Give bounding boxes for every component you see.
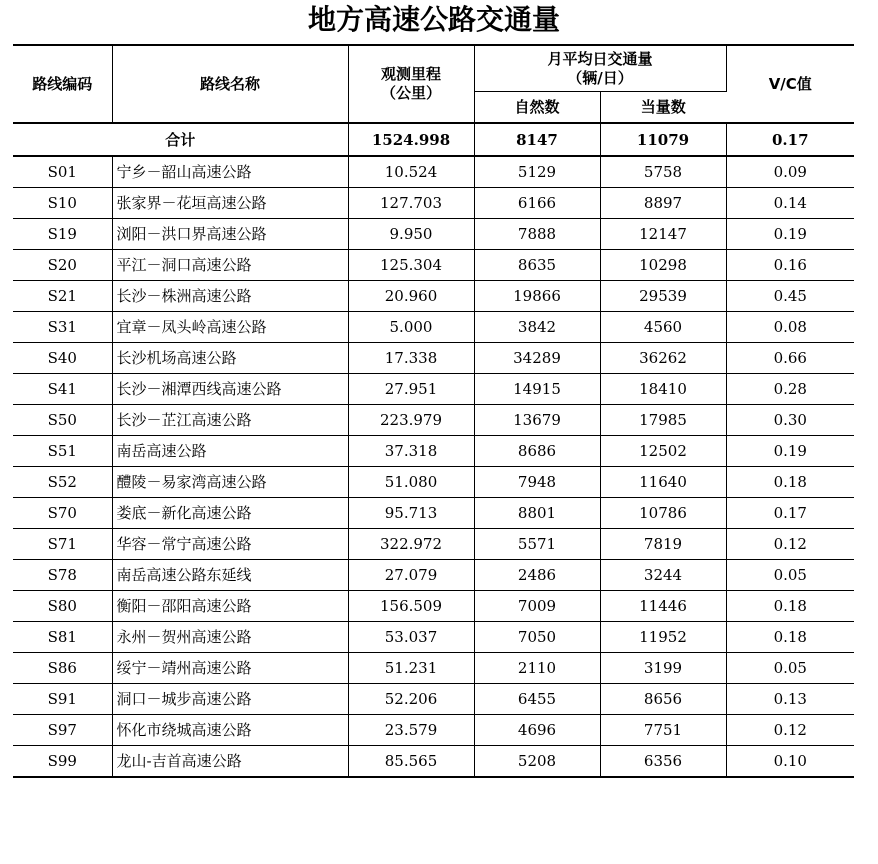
- equivalent-count-cell: 11446: [600, 591, 726, 622]
- vc-ratio-cell: 0.17: [726, 498, 854, 529]
- mileage-cell: 223.979: [348, 405, 474, 436]
- mileage-cell: 85.565: [348, 746, 474, 778]
- route-name-cell: 南岳高速公路: [112, 436, 348, 467]
- natural-count-cell: 5129: [474, 156, 600, 188]
- equivalent-count-cell: 8897: [600, 188, 726, 219]
- route-name-cell: 长沙－株洲高速公路: [112, 281, 348, 312]
- table-body: [13, 123, 854, 777]
- route-code-cell: S71: [13, 529, 112, 560]
- vc-ratio-cell: 0.13: [726, 684, 854, 715]
- route-name-cell: 怀化市绕城高速公路: [112, 715, 348, 746]
- header-natural: 自然数: [474, 92, 600, 124]
- header-traffic-line1: 月平均日交通量: [547, 49, 653, 68]
- route-name-cell: 华容－常宁高速公路: [112, 529, 348, 560]
- natural-count-cell: 34289: [474, 343, 600, 374]
- route-name-cell: 长沙－芷江高速公路: [112, 405, 348, 436]
- table-row: [13, 591, 854, 622]
- table-header: [13, 45, 854, 123]
- equivalent-count-cell: 8656: [600, 684, 726, 715]
- route-name-cell: 宜章－凤头岭高速公路: [112, 312, 348, 343]
- mileage-cell: 27.951: [348, 374, 474, 405]
- natural-count-cell: 8686: [474, 436, 600, 467]
- mileage-cell: 125.304: [348, 250, 474, 281]
- route-code-cell: S99: [13, 746, 112, 778]
- route-name-cell: 龙山-吉首高速公路: [112, 746, 348, 778]
- route-name-cell: 长沙机场高速公路: [112, 343, 348, 374]
- header-vc: V/C值: [726, 45, 854, 123]
- natural-count-cell: 7050: [474, 622, 600, 653]
- vc-ratio-cell: 0.18: [726, 591, 854, 622]
- total-row: [13, 123, 854, 156]
- mileage-cell: 37.318: [348, 436, 474, 467]
- route-name-cell: 永州－贺州高速公路: [112, 622, 348, 653]
- table-row: [13, 281, 854, 312]
- natural-count-cell: 8635: [474, 250, 600, 281]
- route-code-cell: S10: [13, 188, 112, 219]
- route-name-cell: 洞口－城步高速公路: [112, 684, 348, 715]
- header-mileage: [348, 45, 474, 123]
- natural-count-cell: 7948: [474, 467, 600, 498]
- equivalent-count-cell: 5758: [600, 156, 726, 188]
- table-row: [13, 529, 854, 560]
- natural-count-cell: 6455: [474, 684, 600, 715]
- route-name-cell: 浏阳－洪口界高速公路: [112, 219, 348, 250]
- vc-ratio-cell: 0.12: [726, 529, 854, 560]
- route-code-cell: S78: [13, 560, 112, 591]
- natural-count-cell: 3842: [474, 312, 600, 343]
- mileage-cell: 95.713: [348, 498, 474, 529]
- route-code-cell: S40: [13, 343, 112, 374]
- natural-count-cell: 13679: [474, 405, 600, 436]
- vc-ratio-cell: 0.10: [726, 746, 854, 778]
- equivalent-count-cell: 11952: [600, 622, 726, 653]
- total-label: 合计: [13, 123, 348, 156]
- table-row: [13, 219, 854, 250]
- route-code-cell: S21: [13, 281, 112, 312]
- equivalent-count-cell: 36262: [600, 343, 726, 374]
- route-code-cell: S31: [13, 312, 112, 343]
- header-mileage-line1: 观测里程: [380, 65, 441, 83]
- mileage-cell: 127.703: [348, 188, 474, 219]
- table-row: [13, 684, 854, 715]
- vc-ratio-cell: 0.16: [726, 250, 854, 281]
- route-code-cell: S86: [13, 653, 112, 684]
- mileage-cell: 10.524: [348, 156, 474, 188]
- mileage-cell: 27.079: [348, 560, 474, 591]
- equivalent-count-cell: 12147: [600, 219, 726, 250]
- vc-ratio-cell: 0.05: [726, 560, 854, 591]
- vc-ratio-cell: 0.09: [726, 156, 854, 188]
- table-row: [13, 622, 854, 653]
- table-row: [13, 405, 854, 436]
- natural-count-cell: 6166: [474, 188, 600, 219]
- table-row: [13, 188, 854, 219]
- vc-ratio-cell: 0.19: [726, 436, 854, 467]
- mileage-cell: 23.579: [348, 715, 474, 746]
- mileage-cell: 156.509: [348, 591, 474, 622]
- equivalent-count-cell: 7751: [600, 715, 726, 746]
- total-mileage: 1524.998: [348, 123, 474, 156]
- mileage-cell: 51.231: [348, 653, 474, 684]
- vc-ratio-cell: 0.12: [726, 715, 854, 746]
- route-name-cell: 绥宁－靖州高速公路: [112, 653, 348, 684]
- vc-ratio-cell: 0.30: [726, 405, 854, 436]
- vc-ratio-cell: 0.28: [726, 374, 854, 405]
- table-row: [13, 156, 854, 188]
- table-row: [13, 312, 854, 343]
- table-row: [13, 498, 854, 529]
- equivalent-count-cell: 29539: [600, 281, 726, 312]
- equivalent-count-cell: 10786: [600, 498, 726, 529]
- route-code-cell: S91: [13, 684, 112, 715]
- mileage-cell: 52.206: [348, 684, 474, 715]
- natural-count-cell: 19866: [474, 281, 600, 312]
- total-vc: 0.17: [726, 123, 854, 156]
- header-route-code: 路线编码: [13, 45, 112, 123]
- natural-count-cell: 2486: [474, 560, 600, 591]
- mileage-cell: 17.338: [348, 343, 474, 374]
- vc-ratio-cell: 0.14: [726, 188, 854, 219]
- route-name-cell: 长沙－湘潭西线高速公路: [112, 374, 348, 405]
- mileage-cell: 5.000: [348, 312, 474, 343]
- vc-ratio-cell: 0.45: [726, 281, 854, 312]
- header-traffic: [474, 45, 726, 92]
- route-name-cell: 张家界－花垣高速公路: [112, 188, 348, 219]
- header-traffic-line2: （辆/日）: [567, 68, 633, 87]
- natural-count-cell: 5571: [474, 529, 600, 560]
- vc-ratio-cell: 0.66: [726, 343, 854, 374]
- vc-ratio-cell: 0.05: [726, 653, 854, 684]
- vc-ratio-cell: 0.18: [726, 467, 854, 498]
- natural-count-cell: 5208: [474, 746, 600, 778]
- natural-count-cell: 2110: [474, 653, 600, 684]
- equivalent-count-cell: 4560: [600, 312, 726, 343]
- header-route-name: 路线名称: [112, 45, 348, 123]
- traffic-table: [13, 44, 854, 778]
- natural-count-cell: 4696: [474, 715, 600, 746]
- route-code-cell: S41: [13, 374, 112, 405]
- equivalent-count-cell: 11640: [600, 467, 726, 498]
- vc-ratio-cell: 0.18: [726, 622, 854, 653]
- route-code-cell: S70: [13, 498, 112, 529]
- table-row: [13, 653, 854, 684]
- equivalent-count-cell: 3199: [600, 653, 726, 684]
- equivalent-count-cell: 6356: [600, 746, 726, 778]
- natural-count-cell: 7009: [474, 591, 600, 622]
- natural-count-cell: 7888: [474, 219, 600, 250]
- route-name-cell: 衡阳－邵阳高速公路: [112, 591, 348, 622]
- route-code-cell: S80: [13, 591, 112, 622]
- mileage-cell: 20.960: [348, 281, 474, 312]
- route-name-cell: 娄底－新化高速公路: [112, 498, 348, 529]
- table-row: [13, 250, 854, 281]
- table-row: [13, 374, 854, 405]
- equivalent-count-cell: 18410: [600, 374, 726, 405]
- table-row: [13, 343, 854, 374]
- route-name-cell: 宁乡－韶山高速公路: [112, 156, 348, 188]
- natural-count-cell: 8801: [474, 498, 600, 529]
- vc-ratio-cell: 0.19: [726, 219, 854, 250]
- route-name-cell: 平江－洞口高速公路: [112, 250, 348, 281]
- mileage-cell: 9.950: [348, 219, 474, 250]
- total-equivalent: 11079: [600, 123, 726, 156]
- equivalent-count-cell: 12502: [600, 436, 726, 467]
- mileage-cell: 322.972: [348, 529, 474, 560]
- table-row: [13, 436, 854, 467]
- table-row: [13, 715, 854, 746]
- equivalent-count-cell: 17985: [600, 405, 726, 436]
- vc-ratio-cell: 0.08: [726, 312, 854, 343]
- route-code-cell: S19: [13, 219, 112, 250]
- route-code-cell: S50: [13, 405, 112, 436]
- total-natural: 8147: [474, 123, 600, 156]
- route-code-cell: S51: [13, 436, 112, 467]
- equivalent-count-cell: 7819: [600, 529, 726, 560]
- route-code-cell: S52: [13, 467, 112, 498]
- natural-count-cell: 14915: [474, 374, 600, 405]
- mileage-cell: 51.080: [348, 467, 474, 498]
- route-code-cell: S01: [13, 156, 112, 188]
- table-row: [13, 467, 854, 498]
- route-name-cell: 南岳高速公路东延线: [112, 560, 348, 591]
- equivalent-count-cell: 10298: [600, 250, 726, 281]
- route-code-cell: S81: [13, 622, 112, 653]
- route-code-cell: S97: [13, 715, 112, 746]
- header-mileage-line2: （公里）: [380, 84, 441, 102]
- equivalent-count-cell: 3244: [600, 560, 726, 591]
- mileage-cell: 53.037: [348, 622, 474, 653]
- page-title: 地方高速公路交通量: [307, 3, 560, 36]
- header-equivalent: 当量数: [600, 92, 726, 124]
- route-code-cell: S20: [13, 250, 112, 281]
- table-row: [13, 560, 854, 591]
- table-row: [13, 746, 854, 778]
- route-name-cell: 醴陵－易家湾高速公路: [112, 467, 348, 498]
